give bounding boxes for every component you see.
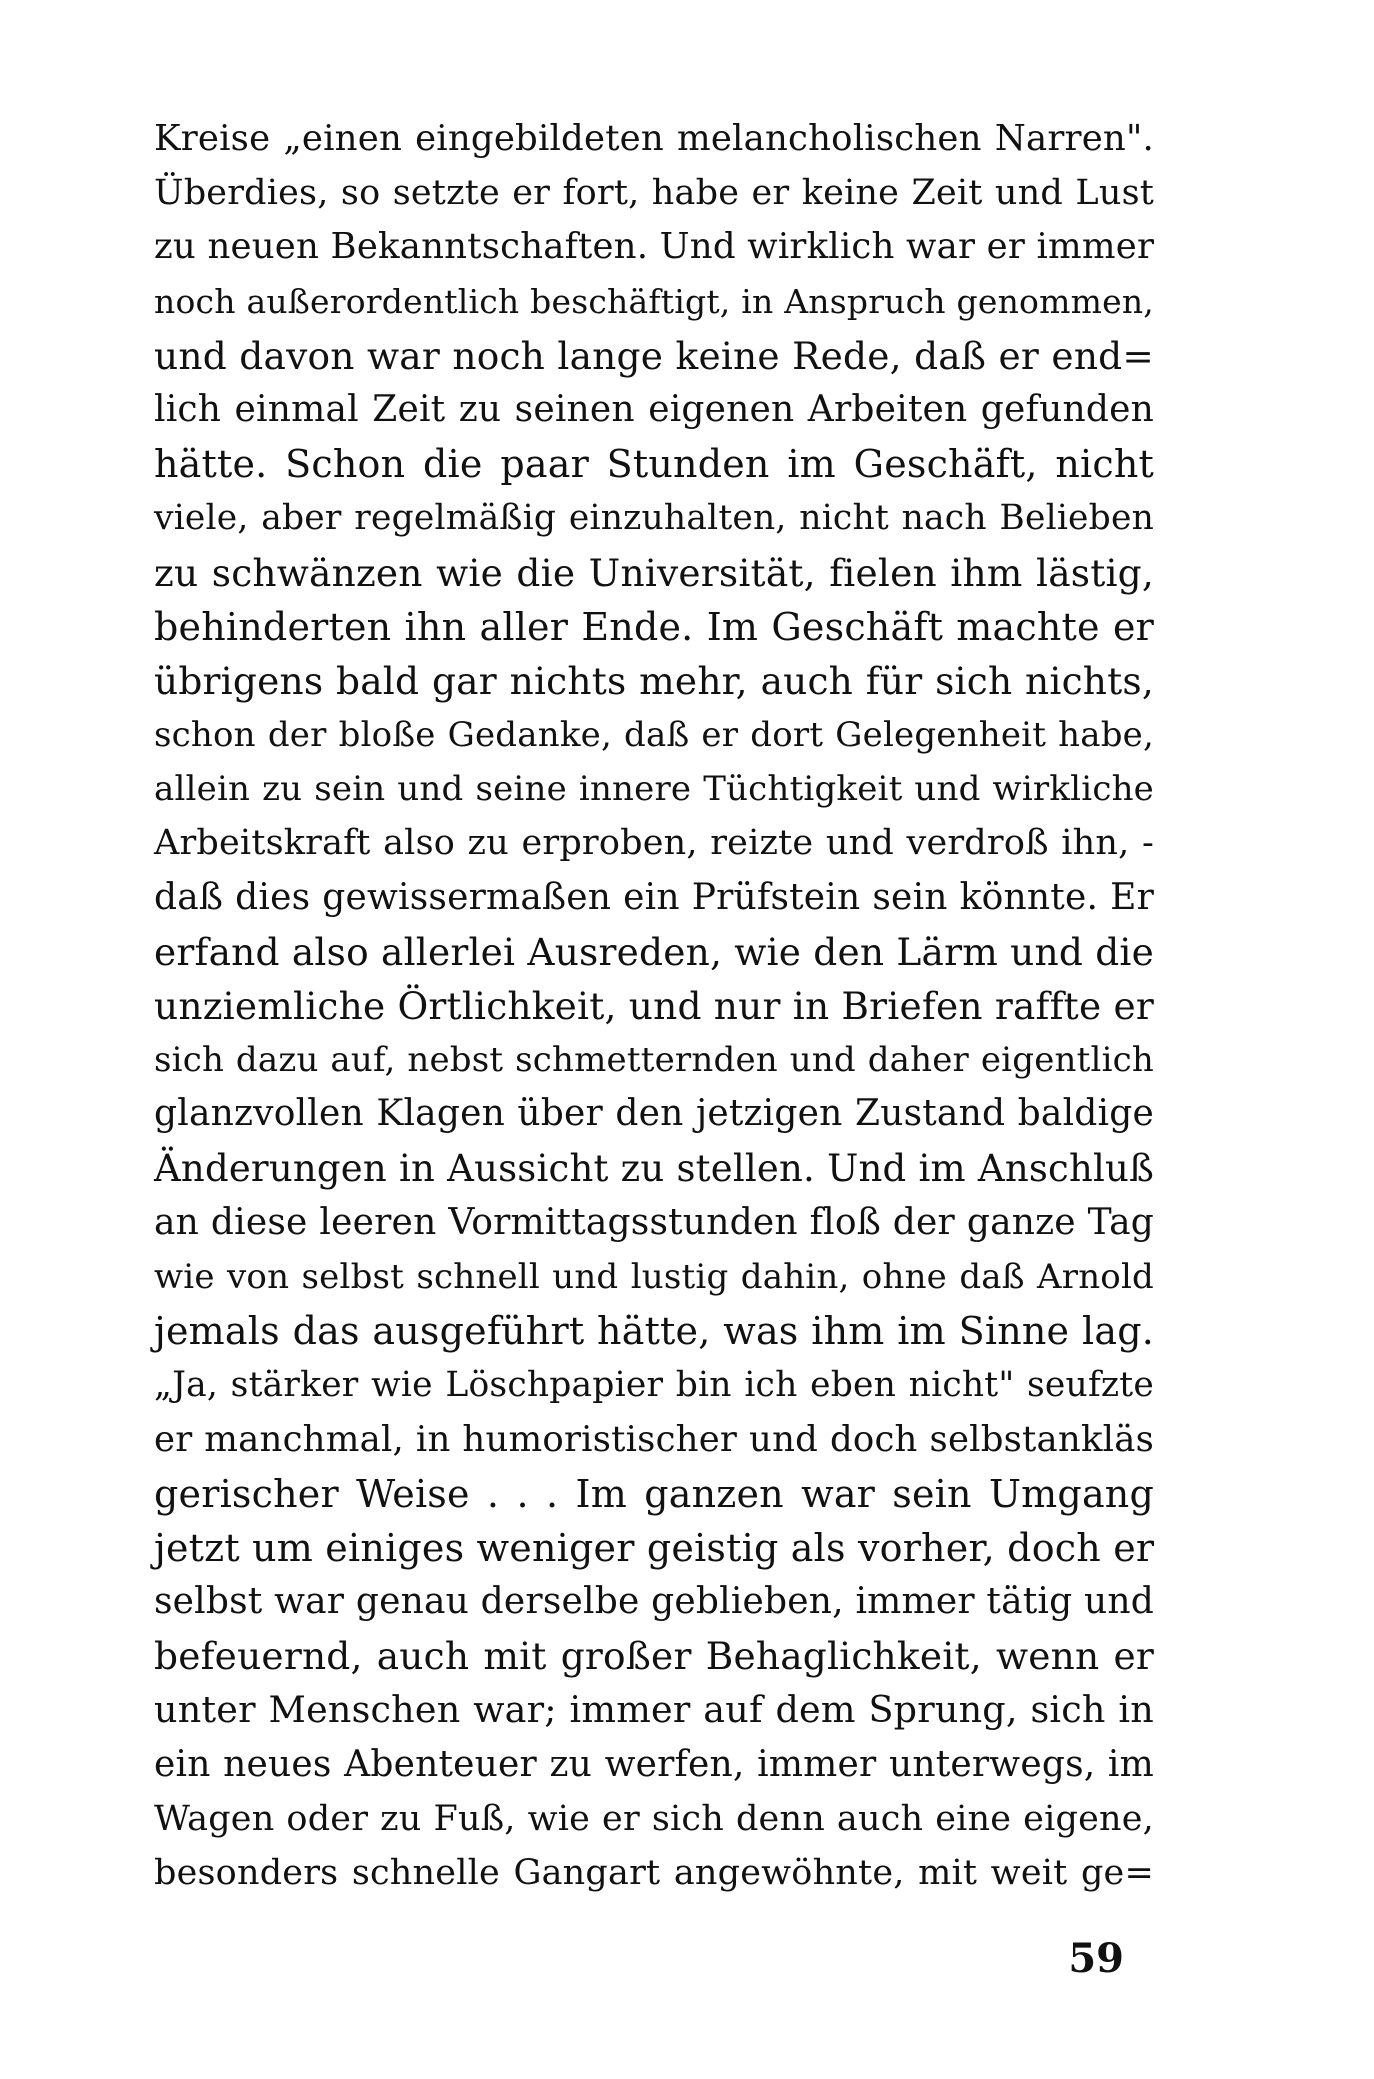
text-line: Wagen oder zu Fuß, wie er sich denn auch eine eigene, xyxy=(154,1798,1154,1839)
text-line: lich einmal Zeit zu seinen eigenen Arbeiten gefunden xyxy=(154,388,1154,430)
text-line: viele, aber regelmäßig einzuhalten, nicht nach Belieben xyxy=(154,498,1154,539)
text-line: Überdies, so setzte er fort, habe er keine Zeit und Lust xyxy=(154,173,1154,214)
text-line: besonders schnelle Gangart angewöhnte, mit weit ge= xyxy=(154,1853,1154,1893)
text-line: und davon war noch lange keine Rede, daß er end= xyxy=(154,333,1154,378)
text-line: er manchmal, in humoristischer und doch selbstankläs xyxy=(154,1418,1154,1460)
text-line: gerischer Weise . . . Im ganzen war sein Umgang xyxy=(154,1471,1154,1516)
text-line: allein zu sein und seine innere Tüchtigkeit und wirkliche xyxy=(154,769,1154,810)
text-line: daß dies gewissermaßen ein Prüfstein sein könnte. Er xyxy=(154,876,1154,918)
text-line: noch außerordentlich beschäftigt, in Anspruch genommen, xyxy=(154,281,1154,321)
text-line: Arbeitskraft also zu erproben, reizte und verdroß ihn, - xyxy=(154,823,1154,864)
text-line: hätte. Schon die paar Stunden im Geschäft, nicht xyxy=(154,442,1154,487)
text-line: „Ja, stärker wie Löschpapier bin ich eben nicht" seufzte xyxy=(154,1365,1154,1406)
text-line: zu neuen Bekanntschaften. Und wirklich war er immer xyxy=(154,226,1155,268)
text-line: ein neues Abenteuer zu werfen, immer unterwegs, im xyxy=(154,1743,1154,1785)
text-line: glanzvollen Klagen über den jetzigen Zustand baldige xyxy=(154,1093,1154,1135)
text-line: selbst war genau derselbe geblieben, immer tätig und xyxy=(154,1581,1155,1623)
text-line: erfand also allerlei Ausreden, wie den Lärm und die xyxy=(154,929,1154,974)
text-line: jemals das ausgeführt hätte, was ihm im Sinne lag. xyxy=(154,1309,1154,1354)
text-line: jetzt um einiges weniger geistig als vorher, doch er xyxy=(154,1525,1155,1570)
text-line: unziemliche Örtlichkeit, und nur in Briefen raffte er xyxy=(154,984,1154,1028)
page-number: 59 xyxy=(1068,1935,1124,1982)
text-line: zu schwänzen wie die Universität, fielen ihm lästig, xyxy=(154,550,1154,595)
text-line: sich dazu auf, nebst schmetternden und daher eigentlich xyxy=(154,1040,1154,1081)
text-line: unter Menschen war; immer auf dem Sprung, sich in xyxy=(154,1688,1154,1732)
text-line: Änderungen in Aussicht zu stellen. Und im Anschluß xyxy=(154,1146,1154,1190)
text-line: Kreise „einen eingebildeten melancholischen Narren". xyxy=(154,118,1154,159)
text-line: befeuernd, auch mit großer Behaglichkeit, wenn er xyxy=(154,1634,1154,1679)
text-line: schon der bloße Gedanke, daß er dort Gelegenheit habe, xyxy=(154,715,1154,756)
body-text xyxy=(154,112,1154,1900)
text-line: an diese leeren Vormittagsstunden floß der ganze Tag xyxy=(154,1201,1154,1243)
text-line: behinderten ihn aller Ende. Im Geschäft machte er xyxy=(154,604,1154,649)
text-line: wie von selbst schnell und lustig dahin, ohne daß Arnold xyxy=(154,1256,1154,1297)
text-line: übrigens bald gar nichts mehr, auch für sich nichts, xyxy=(154,658,1154,703)
